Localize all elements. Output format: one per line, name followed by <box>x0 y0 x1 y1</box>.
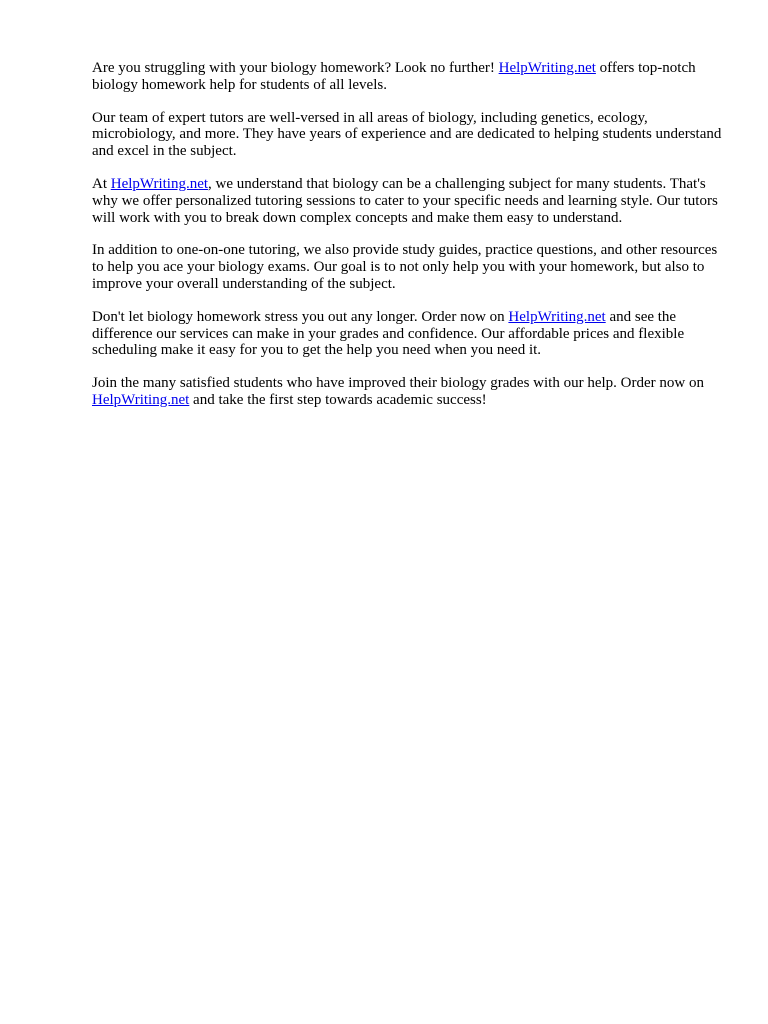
paragraph-join-text-after: and take the first step towards academic success! <box>189 391 487 408</box>
helpwriting-link-3[interactable]: HelpWriting.net <box>508 308 606 325</box>
paragraph-intro <box>92 60 722 94</box>
helpwriting-link-4[interactable]: HelpWriting.net <box>92 391 190 408</box>
paragraph-join <box>92 375 722 409</box>
paragraph-order-now-text-after: and see the difference our services can make in your grades and confidence. Our affordable prices and flexible scheduling make it easy for you to get the help you need when you need it. <box>92 308 685 359</box>
paragraph-join-text-before: Join the many satisfied students who have improved their biology grades with our help. Order now on <box>92 375 704 392</box>
helpwriting-link-1[interactable]: HelpWriting.net <box>498 60 596 76</box>
paragraph-intro-text-after: offers top-notch biology homework help for students of all levels. <box>92 60 696 93</box>
paragraph-tutors <box>92 110 722 160</box>
paragraph-resources-text: In addition to one-on-one tutoring, we also provide study guides, practice questions, and other resources to help you ace your biology exams. Our goal is to not only help you with your homework, but also to improve your overall understanding of the subject. <box>92 242 718 292</box>
paragraph-tutors-text: Our team of expert tutors are well-versed in all areas of biology, including genetics, ecology, microbiology, and more. They have years of experience and are dedicated to helping students understand and excel in the subject. <box>92 109 722 160</box>
paragraph-order-now-text-before: Don't let biology homework stress you out any longer. Order now on <box>92 308 509 325</box>
paragraph-resources <box>92 242 722 292</box>
paragraph-personalized <box>92 176 722 226</box>
paragraph-personalized-text-after: , we understand that biology can be a challenging subject for many students. That's why we offer personalized tutoring sessions to cater to your specific needs and learning style. Our tutors will work with you to break down complex concepts and make them easy to understand. <box>92 175 718 226</box>
paragraph-order-now <box>92 309 722 359</box>
paragraph-personalized-text-before: At <box>92 175 111 192</box>
helpwriting-link-2[interactable]: HelpWriting.net <box>110 175 209 192</box>
paragraph-intro-text-before: Are you struggling with your biology homework? Look no further! <box>92 60 499 76</box>
